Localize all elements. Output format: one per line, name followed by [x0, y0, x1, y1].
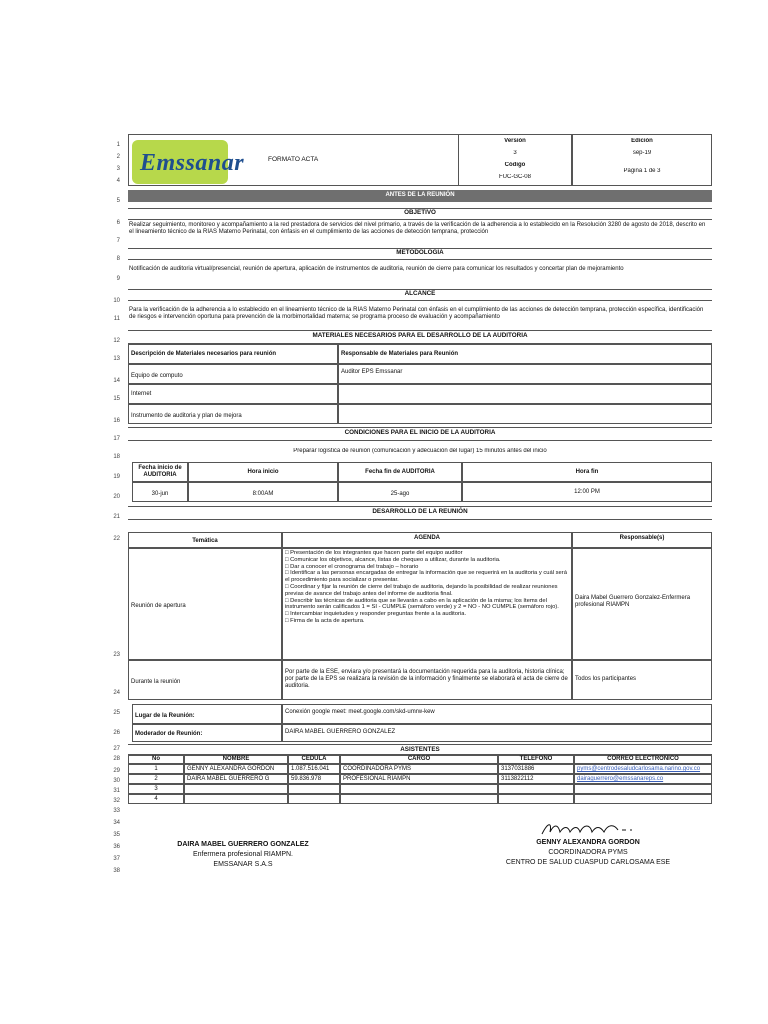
responsables-header: Responsable(s)	[572, 532, 712, 548]
row-number: 34	[113, 820, 120, 826]
materiales-resp-3	[338, 404, 712, 424]
row-number: 37	[113, 856, 120, 862]
hora-fin-value: 12:00 PM	[462, 482, 712, 502]
row-number: 24	[113, 690, 120, 696]
row-number: 4	[116, 178, 120, 184]
row-number: 32	[113, 798, 120, 804]
signature-icon	[538, 818, 638, 840]
moderador-value: DAIRA MABEL GUERRERO GONZALEZ	[282, 724, 712, 742]
asistentes-header-tel: TELEFONO	[498, 754, 574, 764]
code-value: FUC-GC-08	[498, 174, 531, 180]
agenda-item: □ Dar a conocer el cronograma del trabajo – horario	[285, 563, 419, 570]
materiales-desc-2: Internet	[128, 384, 338, 404]
asistente-cedula	[288, 784, 340, 794]
row-number: 20	[113, 494, 120, 500]
fecha-inicio-value: 30-jun	[132, 482, 188, 502]
row-number: 30	[113, 778, 120, 784]
emssanar-logo: Emssanar	[132, 140, 228, 184]
materiales-title: MATERIALES NECESARIOS PARA EL DESARROLLO DE LA AUDITORIA	[128, 330, 712, 344]
row-number: 13	[113, 356, 120, 362]
row-number: 28	[113, 756, 120, 762]
row-number: 25	[113, 710, 120, 716]
asistentes-title: ASISTENTES	[128, 744, 712, 756]
row-number: 7	[116, 238, 120, 244]
row-number: 22	[113, 536, 120, 542]
asistente-cargo	[340, 794, 498, 804]
firma-derecha	[498, 838, 678, 868]
firma-der-nombre: GENNY ALEXANDRA GORDON	[536, 839, 640, 846]
asistente-nombre: GENNY ALEXANDRA GORDON	[184, 764, 288, 774]
firma-der-cargo: COORDINADORA PYMS	[548, 849, 628, 856]
materiales-resp-2	[338, 384, 712, 404]
durante-tema: Durante la reunión	[128, 660, 282, 700]
asistente-nombre	[184, 794, 288, 804]
lugar-label: Lugar de la Reunión:	[132, 704, 282, 724]
firma-izq-cargo: Enfermera profesional RIAMPN.	[193, 851, 293, 858]
agenda-item: □ Firma de la acta de apertura.	[285, 617, 365, 624]
alcance-title: ALCANCE	[128, 289, 712, 301]
materiales-col-desc: Descripción de Materiales necesarios para reunión	[128, 344, 338, 364]
agenda-item: □ Comunicar los objetivos, alcance, listas de chequeo a utilizar, durante la auditoria.	[285, 556, 501, 563]
asistente-tel	[498, 784, 574, 794]
firma-izq-nombre: DAIRA MABEL GUERRERO GONZALEZ	[177, 841, 309, 848]
fecha-fin-header: Fecha fin de AUDITORIA	[338, 462, 462, 482]
agenda-item: □ Intercambiar inquietudes y responder preguntas frente a la auditoria.	[285, 611, 467, 618]
objetivo-text: Realizar seguimiento, monitoreo y acompañamiento a la red prestadora de servicios del nivel primario, a través de la verificación de la adherencia a lo establecido en la Resolución 3280 de agosto de 2018, descrito en el lineamiento técnico de la RIAS Materno Perinatal, con énfasis en el cumplimiento de las acciones de detección temprana, protección	[129, 222, 706, 235]
hora-inicio-value: 8:00AM	[188, 482, 338, 502]
alcance-text: Para la verificación de la adherencia a lo establecido en el lineamiento técnico de la RIAS Materno Perinatal con énfasis en el cumplimiento de las acciones de detección temprana, protección específica, identificación de riesgos e intervención oportuna para prevención de la morbimortalidad materna; se programa proceso de evaluación y acompañamiento	[129, 307, 704, 320]
materiales-col-resp: Responsable de Materiales para Reunión	[338, 344, 712, 364]
metodologia-title: METODOLOGIA	[128, 248, 712, 260]
row-number: 36	[113, 844, 120, 850]
asistente-cargo	[340, 784, 498, 794]
asistente-correo	[574, 784, 712, 794]
agenda-item: □ Coordinar y fijar la reunión de cierre del trabajo de auditoria, dejando la posibilidad de realizar reuniones previas de avance del trabajo antes del informe de auditoria final.	[285, 583, 558, 597]
apertura-responsable: Daira Mabel Guerrero Gonzalez-Enfermera profesional RIAMPN	[572, 548, 712, 660]
row-number: 35	[113, 832, 120, 838]
hora-fin-header: Hora fin	[462, 462, 712, 482]
row-number: 23	[113, 652, 120, 658]
row-number: 9	[116, 276, 120, 282]
fecha-fin-value: 25-ago	[338, 482, 462, 502]
asistente-cedula: 59.836.978	[288, 774, 340, 784]
code-label: Código	[504, 162, 526, 168]
firma-der-org: CENTRO DE SALUD CUASPUD CARLOSAMA ESE	[505, 859, 671, 866]
row-number: 15	[113, 396, 120, 402]
asistente-no: 1	[128, 764, 184, 774]
row-number: 38	[113, 868, 120, 874]
agenda-item: □ Describir las técnicas de auditoria que se llevarán a cabo en la aplicación de la misma; los ítems del instrumento serán calificados 1 = SI - CUMPLE (semáforo verde) y 2 = NO - NO CUMPLE (semáforo rojo).	[285, 597, 559, 611]
row-number: 6	[116, 220, 120, 226]
objetivo-title: OBJETIVO	[128, 208, 712, 220]
durante-agenda: Por parte de la ESE, enviara y/o presentará la documentación requerida para la auditoria, historia clínica; por parte de la EPS se realizara la revisión de la información y finalmente se elaborará el acta de cierre de auditoria.	[282, 660, 572, 700]
row-number: 19	[113, 474, 120, 480]
agenda-item: □ Presentación de los integrantes que hacen parte del equipo auditor	[285, 550, 463, 556]
fecha-inicio-header: Fecha inicio de AUDITORIA	[132, 462, 188, 482]
moderador-label: Moderador de Reunión:	[132, 724, 282, 742]
agenda-header: AGENDA	[282, 532, 572, 548]
asistente-tel: 3113822112	[498, 774, 574, 784]
desarrollo-title: DESARROLLO DE LA REUNIÓN	[128, 506, 712, 520]
row-number: 17	[113, 436, 120, 442]
page-indicator: Página 1 de 3	[623, 168, 661, 174]
row-number: 8	[116, 256, 120, 262]
row-number: 27	[113, 746, 120, 752]
asistentes-header-cedula: CEDULA	[288, 754, 340, 764]
row-number: 14	[113, 378, 120, 384]
row-number: 1	[116, 142, 120, 148]
acta-document	[113, 134, 712, 886]
edition-value: sep-19	[632, 150, 652, 156]
row-number: 10	[113, 298, 120, 304]
asistente-tel: 3137031886	[498, 764, 574, 774]
version-value: 3	[513, 150, 517, 156]
row-number: 26	[113, 730, 120, 736]
asistente-no: 2	[128, 774, 184, 784]
hora-inicio-header: Hora inicio	[188, 462, 338, 482]
asistente-cedula: 1.087.516.041	[288, 764, 340, 774]
firma-izq-org: EMSSANAR S.A.S	[213, 861, 273, 868]
asistentes-header-no: No	[128, 754, 184, 764]
asistentes-header-cargo: CARGO	[340, 754, 498, 764]
asistente-nombre	[184, 784, 288, 794]
asistentes-header-nombre: NOMBRE	[184, 754, 288, 764]
row-number: 2	[116, 154, 120, 160]
agenda-item: □ Identificar a las personas encargadas de entregar la información que se requerirá en la auditoria y cuál será el procedimiento para socializar o presentar.	[285, 570, 567, 584]
row-number: 5	[116, 198, 120, 204]
row-number: 31	[113, 788, 120, 794]
asistente-cedula	[288, 794, 340, 804]
row-number: 3	[116, 166, 120, 172]
row-number: 11	[113, 316, 120, 322]
asistente-no: 4	[128, 794, 184, 804]
row-number: 12	[113, 338, 120, 344]
row-number: 18	[113, 454, 120, 460]
form-title: FORMATO ACTA	[268, 156, 319, 163]
row-number: 21	[113, 514, 120, 520]
asistente-correo[interactable]: pyms@centrodesaludcarlosama.narino.gov.co	[574, 764, 712, 774]
asistente-no: 3	[128, 784, 184, 794]
asistente-nombre: DAIRA MABEL GUERRERO G	[184, 774, 288, 784]
asistente-tel	[498, 794, 574, 804]
materiales-desc-3: Instrumento de auditoria y plan de mejora	[128, 404, 338, 424]
asistente-cargo: PROFESIONAL RIAMPN	[340, 774, 498, 784]
asistente-correo[interactable]: dairaguerrero@emssanareps.co	[574, 774, 712, 784]
apertura-agenda	[282, 548, 572, 660]
metodologia-text: Notificación de auditoria virtual/presencial, reunión de apertura, aplicación de instrumentos de auditoria, reunión de cierre para comunicar los resultados y concertar plan de mejoramiento	[129, 266, 624, 272]
row-number: 33	[113, 808, 120, 814]
condiciones-text: Preparar logística de reunión (comunicación y adecuación del lugar) 15 minutos antes del inicio	[293, 448, 547, 454]
edition-label: Edición	[631, 138, 653, 144]
condiciones-title: CONDICIONES PARA EL INICIO DE LA AUDITORIA	[128, 427, 712, 441]
row-number: 16	[113, 418, 120, 424]
materiales-resp-1: Auditor EPS Emssanar	[338, 364, 712, 384]
firma-izquierda	[158, 840, 328, 870]
section-antes: ANTES DE LA REUNIÓN	[128, 190, 712, 202]
asistente-cargo: COORDINADORA PYMS	[340, 764, 498, 774]
row-number: 29	[113, 768, 120, 774]
lugar-value: Conexión google meet: meet.google.com/skd-umrw-kew	[282, 704, 712, 724]
version-label: Versión	[504, 138, 526, 144]
apertura-tema: Reunión de apertura	[128, 548, 282, 660]
durante-responsable: Todos los participantes	[572, 660, 712, 700]
materiales-desc-1: Equipo de computo	[128, 364, 338, 384]
asistente-correo	[574, 794, 712, 804]
tematica-header: Temática	[128, 532, 282, 548]
asistentes-header-correo: CORREO ELECTRONICO	[574, 754, 712, 764]
